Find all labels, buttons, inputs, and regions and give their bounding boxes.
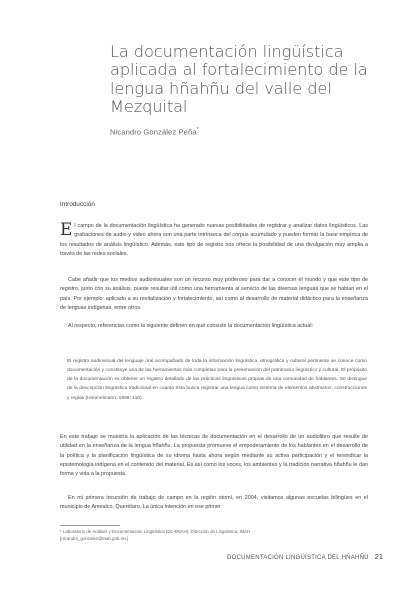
paragraph-2: Cabe añadir que los medios audiovisuales son un recurso muy poderoso para dar a conocer el mundo y que este tipo de registro, junto con su análisis, puede resultar útil como una herramienta al servicio de las diversas lenguas que se hablan en el país. Por ejemplo: aplicado a su revitalización y fortalecimiento, así como al desarrollo de material didáctico para la enseñanza de lenguas indígenas, entre otros. [60, 277, 368, 311]
running-footer-title: DOCUMENTACIÓN LINGÜÍSTICA DEL HÑAHÑU [227, 555, 369, 561]
drop-cap: E [60, 220, 73, 240]
section-heading: Introducción [60, 201, 95, 208]
footnote [60, 528, 310, 542]
author-name: Nicandro González Peña [110, 127, 197, 137]
running-footer [200, 552, 383, 561]
paragraph-5: En mi primera incursión de trabajo de campo en la región otomí, en 2004, visitamos algunas escuelas bilingües en el municipio de Amealco, Querétaro. La única intención en ese primer [60, 495, 368, 511]
paragraph-1-text: l campo de la documentación lingüística ha generado nuevas posibilidades de registrar y analizar datos lingüísticos. Las grabaciones de audio y video ahora son una parte intrínseca del corpus acumulado y pueden formar la base empírica de los resultados de análisis lingüístico. Además, este tipo de registro nos ofrece la posibilidad de una divulgación muy amplia a través de las redes sociales. [60, 223, 368, 257]
footnote-divider [60, 525, 120, 526]
paragraph-3: Al respecto, referencias como la siguiente definen en qué consiste la documentación lingüística actual: [68, 323, 314, 329]
paragraph-4: En este trabajo se muestra la aplicación de las técnicas de documentación en el desarrollo de un audiolibro que resulte de utilidad en la enseñanza de la lengua hñahñu. La propuesta promueve el empoderamiento de los hablantes en el desarrollo de la política y la planificación lingüística de su idioma hasta ahora según mediante su activa participación y el reivindicar la epistemología indígena en el contenido del material. Es así como los voces, los ambientes y la tradición narrativa hñahñu le dan forma y vida a la propuesta. [60, 434, 368, 477]
paragraph-1 [60, 222, 368, 259]
footnote-email: [nicandro_gonzalez@inah.gob.mx] [60, 536, 128, 541]
block-quote: El registro audiovisual del lenguaje oral acompañado de toda la información lingüística, etnográfica y cultural pertinente se conoce como documentación y constituye una de las herramientas más completas para la preservación del patrimonio lingüístico y cultural. El propósito de la documentación es obtener un registro detallado de las prácticas lingüísticas propias de una comunidad de hablantes. Se distingue de la descripción lingüística tradicional en cuanto ésta busca registrar una lengua como sistema de elementos abstractos, construcciones y reglas (Himmelmann, 1998: 116). [67, 359, 367, 401]
article-title: La documentación lingüística aplicada al fortalecimiento de la lengua hñahñu del valle del Mezquital [110, 42, 368, 117]
author-footnote-mark: * [196, 127, 199, 133]
author-line [110, 127, 199, 137]
page-number: 21 [374, 552, 383, 561]
footnote-affiliation: * Laboratorio de Análisis y Documentación Lingüística (DL-ENAH), Dirección de Lingüística, INAH [60, 529, 251, 534]
